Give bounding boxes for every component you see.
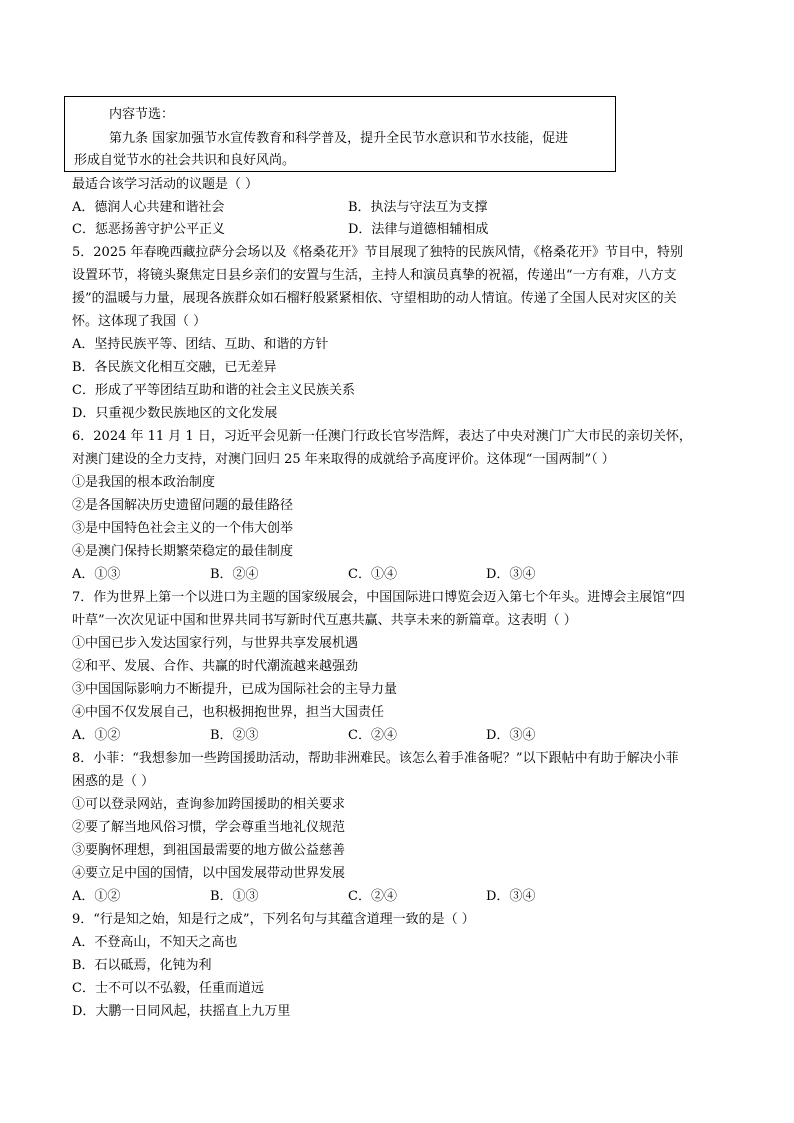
q6-option-c[interactable]: C．①④ [348, 567, 397, 582]
q6-option-d[interactable]: D．③④ [486, 567, 536, 582]
q8-item-3: ③要胸怀理想，到祖国最需要的地方做公益慈善 [72, 843, 346, 858]
q8-stem-line-1: 8．小菲：“我想参加一些跨国援助活动，帮助非洲难民。该怎么着手准备呢？”以下跟帖中有助于解决小菲 [72, 751, 679, 766]
q8-item-1: ①可以登录网站，查询参加跨国援助的相关要求 [72, 797, 346, 812]
q4-option-c[interactable]: C．惩恶扬善守护公平正义 [72, 222, 225, 237]
excerpt-line-1: 第九条 国家加强节水宣传教育和科学普及，提升全民节水意识和节水技能，促进 [109, 131, 569, 146]
q7-item-1: ①中国已步入发达国家行列，与世界共享发展机遇 [72, 636, 359, 651]
q7-stem-line-1: 7．作为世界上第一个以进口为主题的国家级展会，中国国际进口博览会迈入第七个年头。进博会主展馆“四 [72, 590, 685, 605]
q4-stem: 最适合该学习活动的议题是（ ） [72, 177, 259, 192]
q6-item-1: ①是我国的根本政治制度 [72, 475, 216, 490]
q5-stem-line-2: 设置环节，将镜头聚焦定日县乡亲们的安置与生活，主持人和演员真挚的祝福，传递出“一方有难，八方支 [72, 268, 677, 283]
excerpt-heading: 内容节选： [109, 107, 175, 122]
q4-option-a[interactable]: A．德润人心共建和谐社会 [72, 200, 225, 215]
excerpt-line-2: 形成自觉节水的社会共识和良好风尚。 [74, 153, 296, 168]
q7-item-4: ④中国不仅发展自己，也积极拥抱世界，担当大国责任 [72, 705, 385, 720]
q6-item-2: ②是各国解决历史遗留问题的最佳路径 [72, 498, 294, 513]
q8-option-b[interactable]: B．①③ [210, 889, 259, 904]
q6-item-3: ③是中国特色社会主义的一个伟大创举 [72, 521, 294, 536]
q5-option-a[interactable]: A．坚持民族平等、团结、互助、和谐的方针 [72, 337, 329, 352]
q7-option-c[interactable]: C．②④ [348, 728, 397, 743]
q6-option-b[interactable]: B．②④ [210, 567, 259, 582]
q6-stem-line-2: 对澳门建设的全力支持，对澳门回归 25 年来取得的成就给予高度评价。这体现“一国两制”（ ） [72, 452, 615, 467]
q5-stem-line-1: 5．2025 年春晚西藏拉萨分会场以及《格桑花开》节目展现了独特的民族风情，《格桑花开》节目中，特别 [72, 245, 683, 260]
q5-option-d[interactable]: D．只重视少数民族地区的文化发展 [72, 406, 278, 421]
q7-item-3: ③中国国际影响力不断提升，已成为国际社会的主导力量 [72, 682, 398, 697]
q7-option-b[interactable]: B．②③ [210, 728, 259, 743]
q5-option-b[interactable]: B．各民族文化相互交融，已无差异 [72, 360, 277, 375]
q4-option-d[interactable]: D．法律与道德相辅相成 [348, 222, 489, 237]
q9-option-a[interactable]: A．不登高山，不知天之高也 [72, 935, 238, 950]
q5-stem-line-4: 怀。这体现了我国（ ） [72, 314, 207, 329]
q4-option-b[interactable]: B．执法与守法互为支撑 [348, 200, 488, 215]
q6-item-4: ④是澳门保持长期繁荣稳定的最佳制度 [72, 544, 294, 559]
q8-stem-line-2: 困惑的是（ ） [72, 774, 155, 789]
q8-item-4: ④要立足中国的国情，以中国发展带动世界发展 [72, 866, 346, 881]
q8-item-2: ②要了解当地风俗习惯，学会尊重当地礼仪规范 [72, 820, 346, 835]
q6-option-a[interactable]: A．①③ [72, 567, 121, 582]
q8-option-a[interactable]: A．①② [72, 889, 121, 904]
q9-option-c[interactable]: C．士不可以不弘毅，任重而道远 [72, 981, 264, 996]
q9-option-b[interactable]: B．石以砥焉，化钝为利 [72, 958, 212, 973]
q7-stem-line-2: 叶草”一次次见证中国和世界共同书写新时代互惠共赢、共享未来的新篇章。这表明（ ） [72, 613, 577, 628]
q7-option-a[interactable]: A．①② [72, 728, 121, 743]
q8-option-d[interactable]: D．③④ [486, 889, 536, 904]
q6-stem-line-1: 6．2024 年 11 月 1 日，习近平会见新一任澳门行政长官岑浩辉，表达了中央对澳门广大市民的亲切关怀， [72, 429, 692, 444]
q9-stem: 9．“行是知之始，知是行之成”，下列名句与其蕴含道理一致的是（ ） [72, 912, 475, 927]
q9-option-d[interactable]: D．大鹏一日同风起，扶摇直上九万里 [72, 1004, 291, 1019]
q5-option-c[interactable]: C．形成了平等团结互助和谐的社会主义民族关系 [72, 383, 355, 398]
q5-stem-line-3: 援”的温暖与力量，展现各族群众如石榴籽般紧紧相依、守望相助的动人情谊。传递了全国人民对灾区的关 [72, 291, 677, 306]
q7-option-d[interactable]: D．③④ [486, 728, 536, 743]
excerpt-box [64, 96, 616, 172]
q7-item-2: ②和平、发展、合作、共赢的时代潮流越来越强劲 [72, 659, 359, 674]
q8-option-c[interactable]: C．②④ [348, 889, 397, 904]
